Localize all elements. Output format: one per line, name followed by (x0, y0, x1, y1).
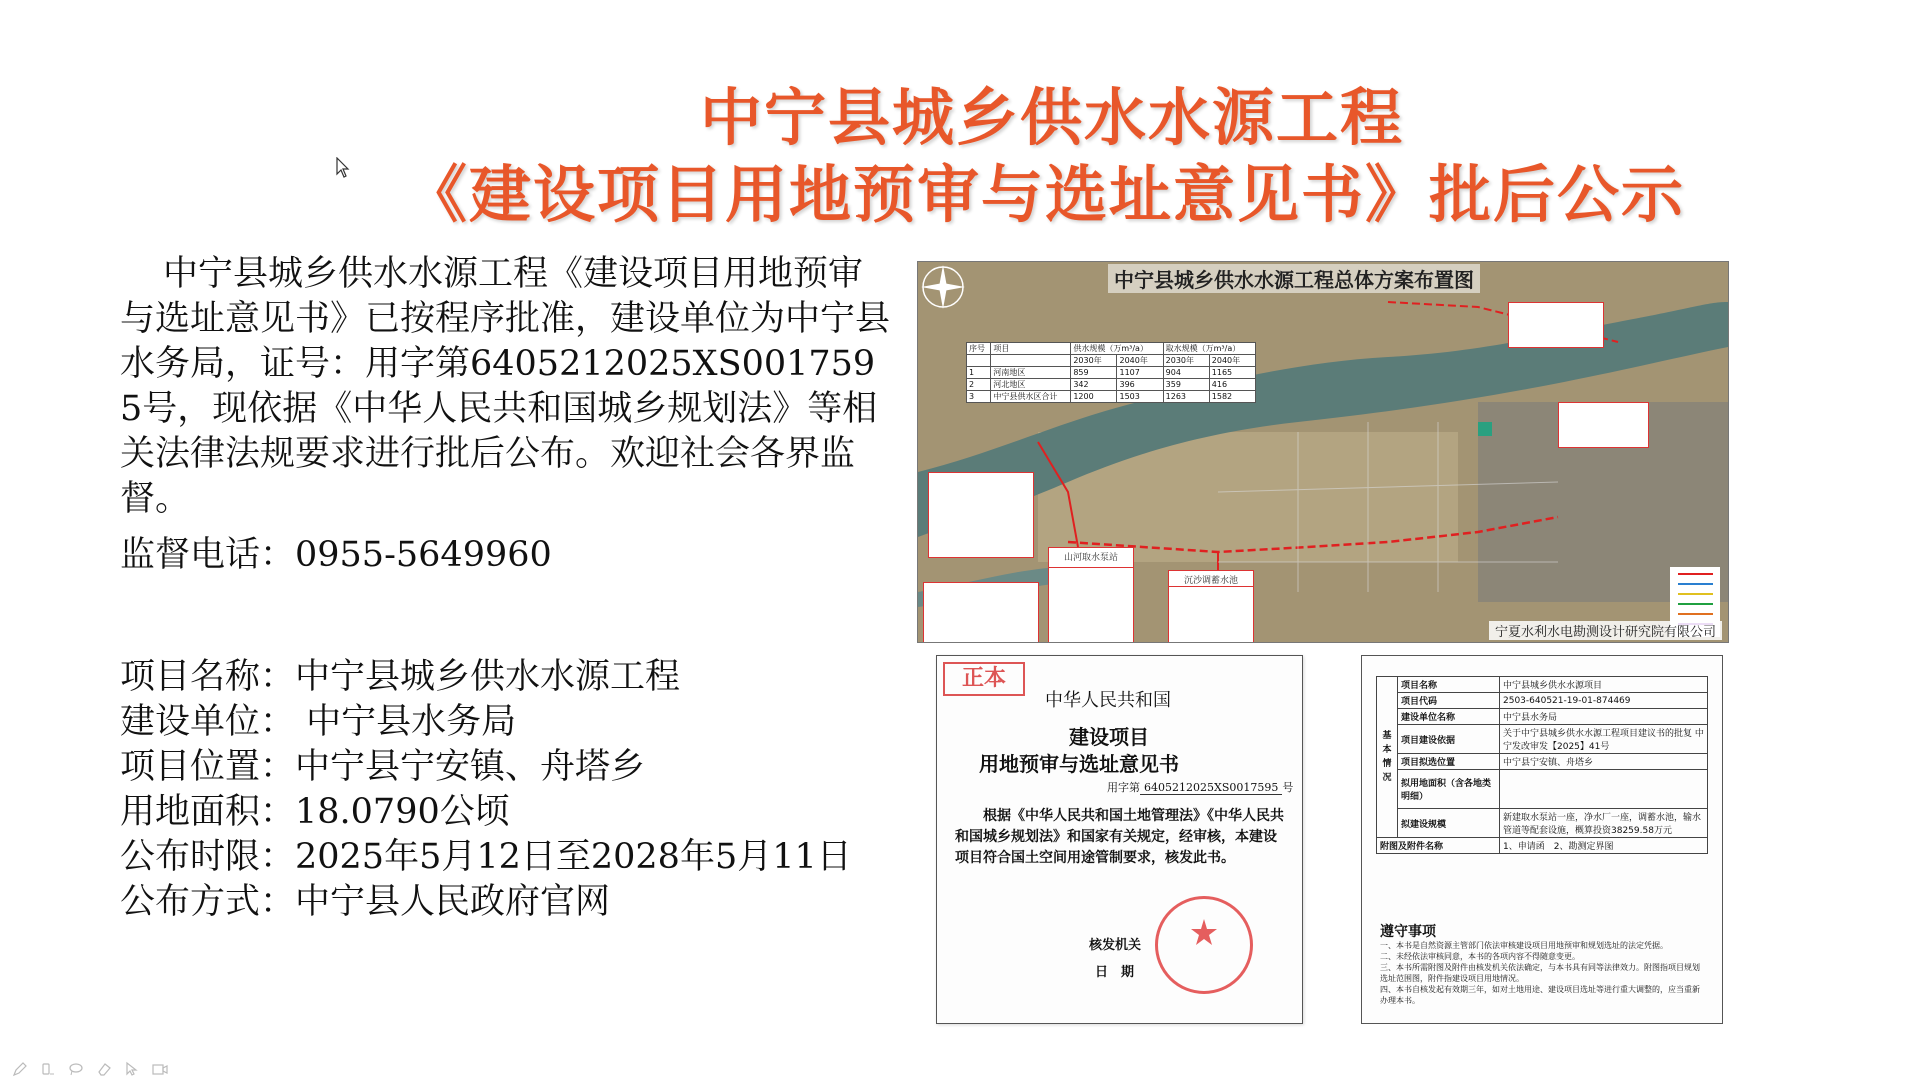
land-area-row: 用地面积：18.0790公顷 (120, 792, 510, 832)
project-info-list (120, 655, 852, 925)
water-supply-table: 序号 项目 供水规模（万m³/a） 取水规模（万m³/a） 2030年 2040年 2030年 2040年 1 河南地区 859 1107 904 1165 2 河北地区 342 396 359 416 3 中宁县供水区合计 1200 1503 1263 1582 (966, 342, 1256, 403)
map-label-shanhe: 山河取水泵站 (1048, 547, 1134, 571)
supervision-hotline: 监督电话：0955-5649960 (120, 535, 552, 575)
original-copy-stamp: 正本 (943, 662, 1025, 696)
slide-title-line1: 中宁县城乡供水水源工程 (700, 81, 1405, 154)
official-seal-icon (1155, 896, 1253, 994)
pen-icon[interactable] (10, 1060, 30, 1078)
project-location-row: 项目位置：中宁县宁安镇、舟塔乡 (120, 747, 646, 787)
notice-item: 一、本书是自然资源主管部门依法审核建设项目用地预审和规划选址的法定凭据。 (1380, 941, 1668, 950)
map-infobox-left (928, 472, 1034, 558)
map-label-shasha: 沉沙调蓄水池 (1168, 570, 1254, 590)
map-infobox-bottom-left (923, 582, 1039, 643)
map-footer-company: 宁夏水利水电勘测设计研究院有限公司 (1489, 621, 1722, 640)
map-infobox-top-right (1508, 302, 1604, 348)
publication-period-row: 公布时限：2025年5月12日至2028年5月11日 (120, 837, 852, 877)
certificate-cover-page (936, 655, 1303, 1024)
announcement-paragraph: 中宁县城乡供水水源工程《建设项目用地预审与选址意见书》已按程序批准，建设单位为中宁县水务局，证号：用字第6405212025XS0017595号，现依据《中华人民共和国城乡规划法》等相关法律法规要求进行批后公布。欢迎社会各界监督。 (120, 254, 891, 519)
map-infobox-shasha (1168, 586, 1254, 643)
cert-body-text: 根据《中华人民共和国土地管理法》《中华人民共和国城乡规划法》和国家有关规定，经审核，本建设项目符合国土空间用途管制要求，核发此书。 (955, 808, 1284, 866)
cert-issuer-label: 核发机关 (1089, 938, 1142, 953)
publication-method-row: 公布方式：中宁县人民政府官网 (120, 882, 611, 922)
cert-country: 中华人民共和国 (1045, 690, 1171, 711)
highlighter-icon[interactable] (38, 1060, 58, 1078)
eraser-icon[interactable] (94, 1060, 114, 1078)
camera-icon[interactable] (150, 1060, 170, 1078)
map-infobox-right (1558, 402, 1649, 448)
pointer-icon[interactable] (122, 1060, 142, 1078)
cert-title-line1: 建设项目 (1069, 725, 1149, 749)
basic-info-side-label: 基本情况 (1377, 677, 1398, 838)
notice-item: 四、本书自核发起有效期三年，如对土地用途、建设项目选址等进行重大调整的，应当重新办理本书。 (1380, 985, 1700, 1005)
map-infobox-shanhe (1048, 567, 1134, 643)
project-name-row: 项目名称：中宁县城乡供水水源工程 (120, 657, 681, 697)
north-arrow-icon (918, 262, 968, 312)
notice-item: 二、未经依法审核同意，本书的各项内容不得随意变更。 (1380, 952, 1580, 961)
lasso-icon[interactable] (66, 1060, 86, 1078)
notice-list (1380, 940, 1705, 1006)
presentation-toolbar (10, 1060, 170, 1080)
construction-unit-row: 建设单位： 中宁县水务局 (120, 702, 517, 742)
cert-title-line2: 用地预审与选址意见书 (979, 752, 1179, 776)
notice-item: 三、本书所需附图及附件由核发机关依法确定，与本书具有同等法律效力。附图指项目规划选址范围图，附件指建设项目用地情况。 (1380, 963, 1700, 983)
slide-title-line2: 《建设项目用地预审与选址意见书》批后公示 (405, 158, 1686, 231)
notice-title: 遵守事项 (1380, 924, 1436, 940)
mouse-cursor-icon (336, 157, 352, 179)
map-title: 中宁县城乡供水水源工程总体方案布置图 (1108, 264, 1480, 293)
basic-info-table: 基本情况 项目名称 中宁县城乡供水水源项目 项目代码 2503-640521-19-01-874469 建设单位名称 中宁县水务局 项目建设依据 关于中宁县城乡供水水源工程项目建议书的批复 中宁发改审发【2025】41号 项目拟选位置 中宁县宁安镇、舟塔乡 拟用地面积（含各地类明细） 拟建设规模 新建取水泵站一座，净水厂一座，调蓄水池，输水管道等配套设施，概算投资38259.58万元 附图及附件名称 1、申请函 2、勘测定界图 (1376, 676, 1708, 854)
certificate-details-page (1361, 655, 1723, 1024)
project-layout-map (917, 261, 1729, 643)
cert-number: 用字第 6405212025XS0017595 号 (1107, 781, 1294, 794)
map-terrain (918, 262, 1728, 642)
cert-date-label: 日 期 (1095, 965, 1135, 980)
